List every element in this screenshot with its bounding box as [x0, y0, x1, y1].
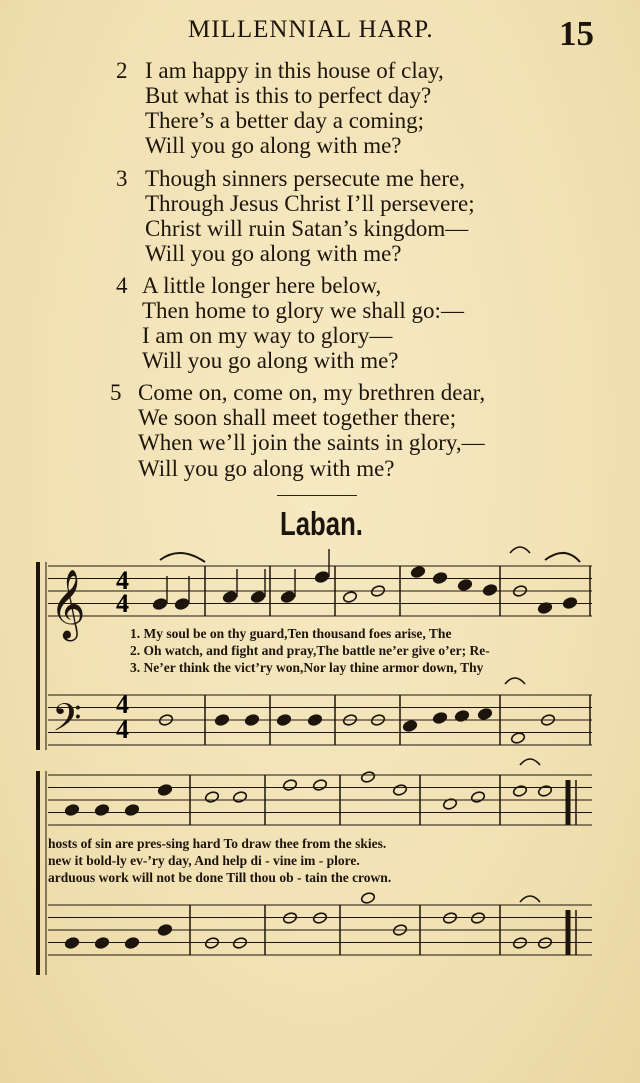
slur-icon [545, 553, 580, 562]
note-head [477, 708, 492, 721]
stanza-line: A little longer here below, [142, 273, 382, 298]
note-head [157, 924, 172, 937]
stanza-line: Christ will ruin Satan’s kingdom— [145, 216, 469, 241]
note-head [537, 785, 552, 798]
note-head [392, 784, 407, 797]
page-number: 15 [559, 14, 594, 53]
stanza-line: There’s a better day a coming; [145, 108, 425, 133]
stanza-line: Will you go along with me? [138, 456, 395, 481]
note-head [314, 571, 329, 584]
stanza-number: 4 [116, 273, 128, 298]
stanza-line: I am on my way to glory— [142, 323, 393, 348]
note-head [124, 937, 139, 950]
note-head [282, 779, 297, 792]
stanza-line: Will you go along with me? [145, 241, 402, 266]
note-head [562, 597, 577, 610]
note-head [94, 937, 109, 950]
lyric-line-2: 2. Oh watch, and fight and pray,The battle ne’er give o’er; Re- [130, 643, 490, 658]
time-signature-top-treble: 4 [116, 566, 129, 595]
lyric-line-1: 1. My soul be on thy guard,Ten thousand foes arise, The [130, 626, 452, 641]
note-head [250, 591, 265, 604]
lyric-line-4: hosts of sin are pres-sing hard To draw thee from the skies. [48, 836, 387, 851]
time-signature-bass: 4 [116, 690, 129, 719]
note-head [410, 566, 425, 579]
note-head [64, 804, 79, 817]
note-head [360, 771, 375, 784]
stanza-number: 5 [110, 380, 122, 405]
bass-clef-icon: 𝄢 [52, 695, 82, 749]
note-head [204, 791, 219, 804]
fermata-icon [520, 759, 540, 765]
stanza-line: Then home to glory we shall go:— [142, 298, 464, 323]
lyric-line-6: arduous work will not be done Till thou ob - tain the crown. [48, 870, 392, 885]
stanza-line: I am happy in this house of clay, [145, 58, 444, 83]
note-head [432, 572, 447, 585]
note-head [94, 804, 109, 817]
stanza-line: Will you go along with me? [145, 133, 402, 158]
note-head [510, 732, 525, 745]
note-head [174, 598, 189, 611]
treble-clef-icon: 𝄞 [50, 569, 86, 639]
slur-icon [160, 553, 205, 562]
note-head [342, 591, 357, 604]
time-signature-bottom-bass: 4 [116, 715, 129, 744]
fermata-icon [505, 678, 525, 684]
note-head [432, 712, 447, 725]
note-head [152, 598, 167, 611]
note-head [512, 785, 527, 798]
note-head [232, 791, 247, 804]
note-head [482, 584, 497, 597]
note-head [64, 937, 79, 950]
note-head [280, 591, 295, 604]
stanza-line: We soon shall meet together there; [138, 405, 457, 430]
fermata-icon [510, 547, 530, 553]
stanza-line: Though sinners persecute me here, [145, 166, 465, 191]
stanza-line: Come on, come on, my brethren dear, [138, 380, 486, 405]
note-head [124, 804, 139, 817]
note-head [470, 791, 485, 804]
lyric-line-3: 3. Ne’er think the vict’ry won,Nor lay thine armor down, Thy [130, 660, 484, 675]
note-head [244, 714, 259, 727]
stanza-line: But what is this to perfect day? [145, 83, 432, 108]
lyric-line-5: new it bold-ly ev-’ry day, And help di - vine im - plore. [48, 853, 360, 868]
note-head [276, 714, 291, 727]
note-head [307, 714, 322, 727]
note-head [457, 579, 472, 592]
note-head [402, 720, 417, 733]
stanza-line: When we’ll join the saints in glory,— [138, 430, 485, 455]
stanza-line: Will you go along with me? [142, 348, 399, 373]
time-signature-bottom-treble: 4 [116, 589, 129, 618]
note-head [222, 591, 237, 604]
stanza-number: 2 [116, 58, 128, 83]
tune-title: Laban. [280, 505, 363, 542]
fermata-icon [520, 896, 540, 902]
note-head [360, 892, 375, 905]
note-head [454, 710, 469, 723]
stanza-number: 3 [116, 166, 128, 191]
note-head [214, 714, 229, 727]
stanza-line: Through Jesus Christ I’ll persevere; [145, 191, 475, 216]
note-head [157, 784, 172, 797]
note-head [312, 779, 327, 792]
note-head [442, 798, 457, 811]
running-header: MILLENNIAL HARP. [188, 16, 434, 43]
